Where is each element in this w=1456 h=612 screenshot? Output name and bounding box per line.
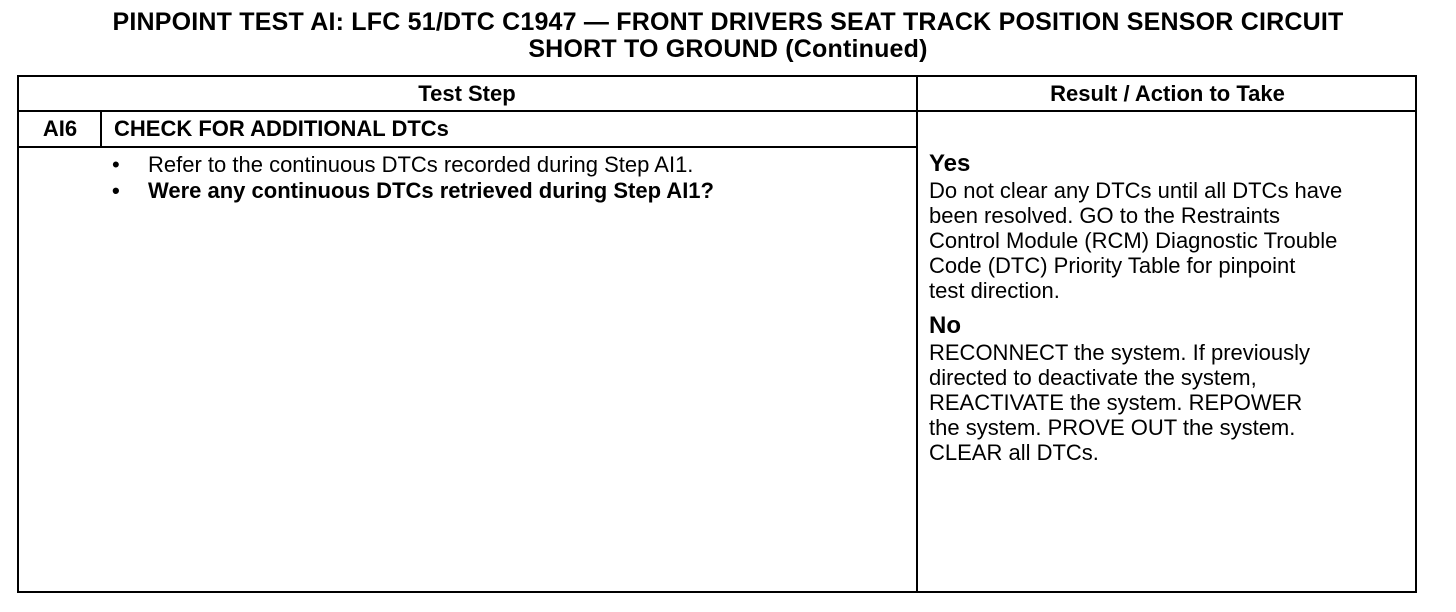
result-yes (929, 150, 1419, 303)
instruction-question: Were any continuous DTCs retrieved during Step AI1? (148, 178, 714, 203)
bullet-icon: • (112, 178, 120, 203)
result-no-label: No (929, 312, 961, 339)
page-title (0, 9, 1456, 63)
step-instructions (112, 152, 714, 204)
list-item (112, 178, 714, 204)
bullet-icon: • (112, 152, 120, 177)
result-yes-action: Do not clear any DTCs until all DTCs have been resolved. GO to the Restraints Control Module (RCM) Diagnostic Trouble Code (DTC) Priority Table for pinpoint test direction. (929, 178, 1343, 303)
page-title-line-1: PINPOINT TEST AI: LFC 51/DTC C1947 — FRONT DRIVERS SEAT TRACK POSITION SENSOR CIRCUIT (112, 8, 1344, 36)
column-header-test-step: Test Step (418, 81, 516, 106)
result-no (929, 312, 1419, 465)
result-yes-label: Yes (929, 150, 971, 177)
column-header-result: Result / Action to Take (1050, 81, 1285, 106)
column-divider (916, 75, 918, 593)
step-title: CHECK FOR ADDITIONAL DTCs (114, 116, 449, 141)
step-title-divider (17, 146, 918, 148)
step-id: AI6 (42, 116, 78, 141)
instruction-text: Refer to the continuous DTCs recorded during Step AI1. (148, 152, 694, 177)
page-title-line-2: SHORT TO GROUND (Continued) (528, 35, 928, 63)
list-item (112, 152, 714, 178)
result-no-action: RECONNECT the system. If previously directed to deactivate the system, REACTIVATE the system. REPOWER the system. PROVE OUT the system. CLEAR all DTCs. (929, 340, 1311, 465)
